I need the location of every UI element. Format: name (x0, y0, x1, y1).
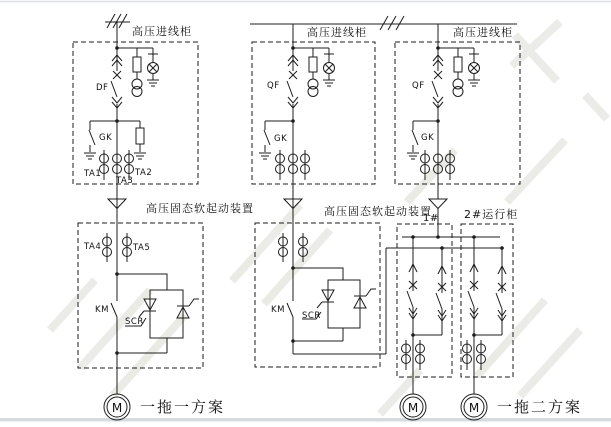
scheme-one-label: 一拖一方案 (140, 398, 226, 416)
drawout-switch-icon (407, 264, 417, 319)
qf-label: QF (267, 81, 280, 91)
qf-label: QF (412, 81, 425, 91)
soft-starter-1-label: 高压固态软起动装置 (146, 202, 254, 215)
scheme-one (73, 14, 254, 420)
drawout-breaker-qf-icon (287, 48, 298, 121)
fuse-pt-icon (308, 48, 318, 97)
earthing-switch-gk-icon (259, 121, 271, 159)
scr-label: SCR (302, 311, 321, 321)
km-label: KM (95, 305, 109, 315)
km-contactor-icon (287, 303, 293, 341)
motor-1 (104, 394, 130, 420)
charged-indicator-icon (147, 48, 159, 86)
drawout-switch-icon (436, 266, 446, 321)
starter-output-wire (293, 248, 386, 354)
charged-indicator-icon (323, 48, 335, 86)
motor-1-label: M (111, 401, 123, 415)
incoming-cabinet-3-box (395, 42, 520, 184)
motor-2-label: M (407, 401, 419, 415)
soft-starter-1 (78, 184, 254, 394)
cabinet-1-label: 1# (423, 213, 439, 224)
scheme-two (250, 16, 582, 420)
run-cabinet-1-box (397, 224, 452, 377)
ta5-label: TA5 (133, 243, 151, 253)
cabinet-2-label: 2#运行柜 (464, 208, 519, 221)
gk-label: GK (99, 133, 113, 143)
ta1-label: TA1 (84, 169, 102, 179)
scheme-two-label: 一拖二方案 (497, 398, 583, 416)
cabinet-buses (386, 237, 502, 248)
incoming-cabinet-2 (252, 25, 375, 199)
thyristor-icon (354, 289, 376, 308)
scr-label: SCR (125, 317, 144, 327)
scr-bypass-wire (293, 268, 343, 341)
drawout-switch-icon (468, 264, 478, 319)
earthing-switch-gk-icon (84, 121, 96, 159)
supply-tap-icon (105, 14, 130, 48)
incoming-cabinet-2-box (252, 42, 375, 184)
incoming-cabinet-1-label: 高压进线柜 (132, 25, 192, 38)
incoming-cabinet-2-label: 高压进线柜 (307, 26, 367, 39)
run-cabinet-2-box (461, 224, 513, 377)
ta2-label: TA2 (135, 168, 153, 178)
gk-label: GK (421, 133, 435, 143)
km-label: KM (271, 305, 285, 315)
km-contactor-icon (111, 303, 117, 394)
drawout-breaker-qf-icon (432, 48, 443, 121)
gk-label: GK (274, 134, 288, 144)
scr-module-box (328, 280, 360, 328)
soft-starter-2-label: 高压固态软起动装置 (324, 205, 432, 218)
ta3-label: TA3 (116, 176, 134, 186)
ground-icon (134, 153, 146, 159)
incoming-cabinet-3 (395, 25, 520, 199)
charged-indicator-icon (468, 48, 480, 86)
fuse-pt-icon (453, 48, 463, 97)
motor-3 (461, 394, 487, 420)
ta4-label: TA4 (84, 242, 102, 252)
incoming-cabinet-3-label: 高压进线柜 (453, 26, 513, 39)
drawout-breaker-df-icon (111, 48, 122, 121)
arrester-icon (136, 128, 144, 144)
thyristor-icon (317, 290, 334, 308)
df-label: DF (96, 83, 109, 93)
motor-2 (400, 394, 426, 420)
incoming-cabinet-1 (73, 14, 198, 199)
drawout-switch-icon (496, 266, 506, 321)
earthing-switch-gk-icon (407, 121, 419, 159)
motor-3-label: M (468, 401, 480, 415)
soft-starter-2 (255, 184, 432, 367)
fuse-pt-icon (132, 48, 142, 97)
incoming-cabinet-1-box (73, 42, 198, 184)
